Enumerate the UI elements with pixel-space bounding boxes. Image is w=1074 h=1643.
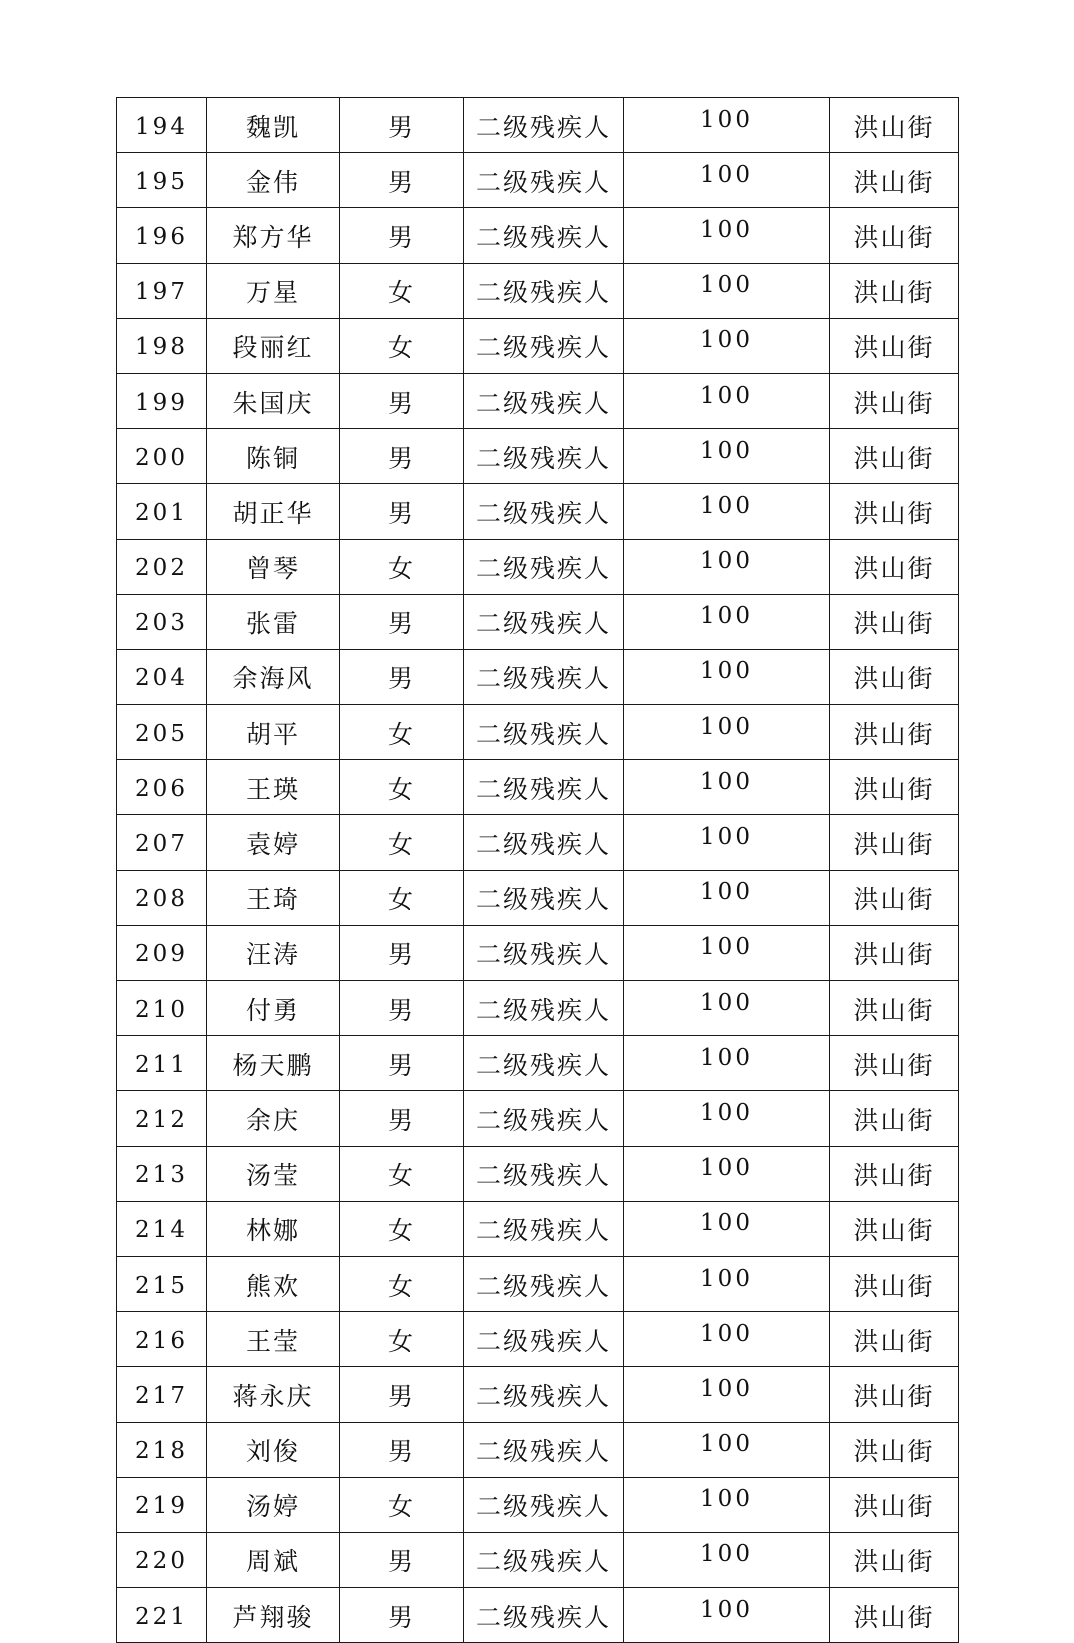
name-cell: 汪涛 [207, 925, 340, 980]
disability-level-cell: 二级残疾人 [464, 1312, 624, 1367]
table-row [117, 373, 959, 428]
street-cell: 洪山街 [830, 705, 959, 760]
disability-level-cell: 二级残疾人 [464, 870, 624, 925]
table-row [117, 594, 959, 649]
row-number-cell: 220 [117, 1532, 207, 1587]
street-cell: 洪山街 [830, 208, 959, 263]
name-cell: 胡正华 [207, 484, 340, 539]
amount-cell: 100 [624, 373, 830, 428]
street-cell: 洪山街 [830, 760, 959, 815]
street-cell: 洪山街 [830, 1201, 959, 1256]
disability-level-cell: 二级残疾人 [464, 925, 624, 980]
disability-level-cell: 二级残疾人 [464, 594, 624, 649]
row-number-cell: 219 [117, 1477, 207, 1532]
disability-level-cell: 二级残疾人 [464, 1146, 624, 1201]
row-number-cell: 213 [117, 1146, 207, 1201]
table-row [117, 1201, 959, 1256]
gender-cell: 男 [340, 373, 464, 428]
amount-cell: 100 [624, 981, 830, 1036]
street-cell: 洪山街 [830, 594, 959, 649]
table-row [117, 484, 959, 539]
name-cell: 汤莹 [207, 1146, 340, 1201]
table-row [117, 1532, 959, 1587]
table-row [117, 649, 959, 704]
gender-cell: 女 [340, 1146, 464, 1201]
row-number-cell: 196 [117, 208, 207, 263]
row-number-cell: 201 [117, 484, 207, 539]
name-cell: 王瑛 [207, 760, 340, 815]
amount-cell: 100 [624, 925, 830, 980]
amount-cell: 100 [624, 98, 830, 153]
name-cell: 芦翔骏 [207, 1588, 340, 1643]
street-cell: 洪山街 [830, 539, 959, 594]
gender-cell: 女 [340, 815, 464, 870]
table-row [117, 429, 959, 484]
disability-level-cell: 二级残疾人 [464, 429, 624, 484]
amount-cell: 100 [624, 484, 830, 539]
gender-cell: 女 [340, 1256, 464, 1311]
row-number-cell: 211 [117, 1036, 207, 1091]
disability-level-cell: 二级残疾人 [464, 208, 624, 263]
street-cell: 洪山街 [830, 981, 959, 1036]
street-cell: 洪山街 [830, 1422, 959, 1477]
gender-cell: 女 [340, 705, 464, 760]
name-cell: 万星 [207, 263, 340, 318]
row-number-cell: 217 [117, 1367, 207, 1422]
row-number-cell: 195 [117, 153, 207, 208]
table-row [117, 98, 959, 153]
table-row [117, 1588, 959, 1643]
disability-level-cell: 二级残疾人 [464, 1091, 624, 1146]
amount-cell: 100 [624, 1036, 830, 1091]
gender-cell: 男 [340, 649, 464, 704]
name-cell: 蒋永庆 [207, 1367, 340, 1422]
street-cell: 洪山街 [830, 649, 959, 704]
table-row [117, 1422, 959, 1477]
name-cell: 段丽红 [207, 318, 340, 373]
disability-level-cell: 二级残疾人 [464, 373, 624, 428]
disability-level-cell: 二级残疾人 [464, 1367, 624, 1422]
street-cell: 洪山街 [830, 263, 959, 318]
disability-level-cell: 二级残疾人 [464, 649, 624, 704]
disability-level-cell: 二级残疾人 [464, 1588, 624, 1643]
disability-level-cell: 二级残疾人 [464, 98, 624, 153]
street-cell: 洪山街 [830, 373, 959, 428]
name-cell: 杨天鹏 [207, 1036, 340, 1091]
street-cell: 洪山街 [830, 1532, 959, 1587]
name-cell: 熊欢 [207, 1256, 340, 1311]
table-row [117, 1091, 959, 1146]
name-cell: 朱国庆 [207, 373, 340, 428]
amount-cell: 100 [624, 1256, 830, 1311]
disability-level-cell: 二级残疾人 [464, 1477, 624, 1532]
table-row [117, 153, 959, 208]
row-number-cell: 212 [117, 1091, 207, 1146]
disability-level-cell: 二级残疾人 [464, 318, 624, 373]
street-cell: 洪山街 [830, 318, 959, 373]
street-cell: 洪山街 [830, 1091, 959, 1146]
name-cell: 曾琴 [207, 539, 340, 594]
table-row [117, 539, 959, 594]
street-cell: 洪山街 [830, 1367, 959, 1422]
name-cell: 郑方华 [207, 208, 340, 263]
street-cell: 洪山街 [830, 815, 959, 870]
gender-cell: 女 [340, 760, 464, 815]
name-cell: 袁婷 [207, 815, 340, 870]
table-row [117, 925, 959, 980]
gender-cell: 男 [340, 98, 464, 153]
gender-cell: 女 [340, 539, 464, 594]
row-number-cell: 199 [117, 373, 207, 428]
disability-level-cell: 二级残疾人 [464, 705, 624, 760]
amount-cell: 100 [624, 1312, 830, 1367]
street-cell: 洪山街 [830, 870, 959, 925]
gender-cell: 女 [340, 1201, 464, 1256]
table-row [117, 1256, 959, 1311]
amount-cell: 100 [624, 208, 830, 263]
street-cell: 洪山街 [830, 1588, 959, 1643]
row-number-cell: 202 [117, 539, 207, 594]
gender-cell: 女 [340, 263, 464, 318]
street-cell: 洪山街 [830, 429, 959, 484]
table-row [117, 1477, 959, 1532]
gender-cell: 男 [340, 1091, 464, 1146]
table-row [117, 1036, 959, 1091]
gender-cell: 男 [340, 1588, 464, 1643]
disability-level-cell: 二级残疾人 [464, 1036, 624, 1091]
gender-cell: 男 [340, 208, 464, 263]
name-cell: 魏凯 [207, 98, 340, 153]
roster-table-body [117, 98, 959, 1643]
row-number-cell: 194 [117, 98, 207, 153]
table-row [117, 263, 959, 318]
table-row [117, 1312, 959, 1367]
table-row [117, 760, 959, 815]
disability-level-cell: 二级残疾人 [464, 1201, 624, 1256]
disability-level-cell: 二级残疾人 [464, 153, 624, 208]
name-cell: 王琦 [207, 870, 340, 925]
amount-cell: 100 [624, 760, 830, 815]
amount-cell: 100 [624, 1367, 830, 1422]
name-cell: 张雷 [207, 594, 340, 649]
name-cell: 陈铜 [207, 429, 340, 484]
table-row [117, 1146, 959, 1201]
amount-cell: 100 [624, 1091, 830, 1146]
gender-cell: 男 [340, 925, 464, 980]
gender-cell: 女 [340, 1477, 464, 1532]
row-number-cell: 215 [117, 1256, 207, 1311]
amount-cell: 100 [624, 318, 830, 373]
gender-cell: 男 [340, 1422, 464, 1477]
table-row [117, 870, 959, 925]
gender-cell: 男 [340, 1036, 464, 1091]
street-cell: 洪山街 [830, 98, 959, 153]
amount-cell: 100 [624, 263, 830, 318]
disability-level-cell: 二级残疾人 [464, 1532, 624, 1587]
gender-cell: 男 [340, 1532, 464, 1587]
disability-level-cell: 二级残疾人 [464, 815, 624, 870]
table-row [117, 705, 959, 760]
disability-level-cell: 二级残疾人 [464, 263, 624, 318]
gender-cell: 男 [340, 484, 464, 539]
disability-level-cell: 二级残疾人 [464, 1256, 624, 1311]
row-number-cell: 209 [117, 925, 207, 980]
disability-level-cell: 二级残疾人 [464, 1422, 624, 1477]
name-cell: 周斌 [207, 1532, 340, 1587]
row-number-cell: 218 [117, 1422, 207, 1477]
street-cell: 洪山街 [830, 153, 959, 208]
name-cell: 余庆 [207, 1091, 340, 1146]
row-number-cell: 198 [117, 318, 207, 373]
gender-cell: 女 [340, 1312, 464, 1367]
gender-cell: 女 [340, 318, 464, 373]
row-number-cell: 208 [117, 870, 207, 925]
disability-level-cell: 二级残疾人 [464, 981, 624, 1036]
table-row [117, 815, 959, 870]
name-cell: 金伟 [207, 153, 340, 208]
amount-cell: 100 [624, 815, 830, 870]
street-cell: 洪山街 [830, 925, 959, 980]
name-cell: 汤婷 [207, 1477, 340, 1532]
table-row [117, 981, 959, 1036]
gender-cell: 男 [340, 981, 464, 1036]
street-cell: 洪山街 [830, 1036, 959, 1091]
amount-cell: 100 [624, 153, 830, 208]
row-number-cell: 216 [117, 1312, 207, 1367]
row-number-cell: 207 [117, 815, 207, 870]
row-number-cell: 200 [117, 429, 207, 484]
amount-cell: 100 [624, 870, 830, 925]
name-cell: 付勇 [207, 981, 340, 1036]
amount-cell: 100 [624, 1588, 830, 1643]
amount-cell: 100 [624, 1422, 830, 1477]
name-cell: 王莹 [207, 1312, 340, 1367]
amount-cell: 100 [624, 1201, 830, 1256]
table-row [117, 1367, 959, 1422]
amount-cell: 100 [624, 539, 830, 594]
gender-cell: 女 [340, 870, 464, 925]
disability-level-cell: 二级残疾人 [464, 760, 624, 815]
street-cell: 洪山街 [830, 1256, 959, 1311]
amount-cell: 100 [624, 429, 830, 484]
row-number-cell: 214 [117, 1201, 207, 1256]
roster-table [116, 97, 959, 1643]
table-row [117, 208, 959, 263]
disability-level-cell: 二级残疾人 [464, 484, 624, 539]
row-number-cell: 221 [117, 1588, 207, 1643]
gender-cell: 男 [340, 153, 464, 208]
amount-cell: 100 [624, 1477, 830, 1532]
row-number-cell: 206 [117, 760, 207, 815]
name-cell: 胡平 [207, 705, 340, 760]
street-cell: 洪山街 [830, 1146, 959, 1201]
row-number-cell: 204 [117, 649, 207, 704]
row-number-cell: 205 [117, 705, 207, 760]
amount-cell: 100 [624, 594, 830, 649]
amount-cell: 100 [624, 1532, 830, 1587]
table-row [117, 318, 959, 373]
row-number-cell: 203 [117, 594, 207, 649]
disability-level-cell: 二级残疾人 [464, 539, 624, 594]
row-number-cell: 197 [117, 263, 207, 318]
street-cell: 洪山街 [830, 484, 959, 539]
name-cell: 刘俊 [207, 1422, 340, 1477]
amount-cell: 100 [624, 705, 830, 760]
amount-cell: 100 [624, 1146, 830, 1201]
street-cell: 洪山街 [830, 1312, 959, 1367]
row-number-cell: 210 [117, 981, 207, 1036]
name-cell: 林娜 [207, 1201, 340, 1256]
gender-cell: 男 [340, 1367, 464, 1422]
amount-cell: 100 [624, 649, 830, 704]
street-cell: 洪山街 [830, 1477, 959, 1532]
gender-cell: 男 [340, 594, 464, 649]
gender-cell: 男 [340, 429, 464, 484]
name-cell: 余海风 [207, 649, 340, 704]
